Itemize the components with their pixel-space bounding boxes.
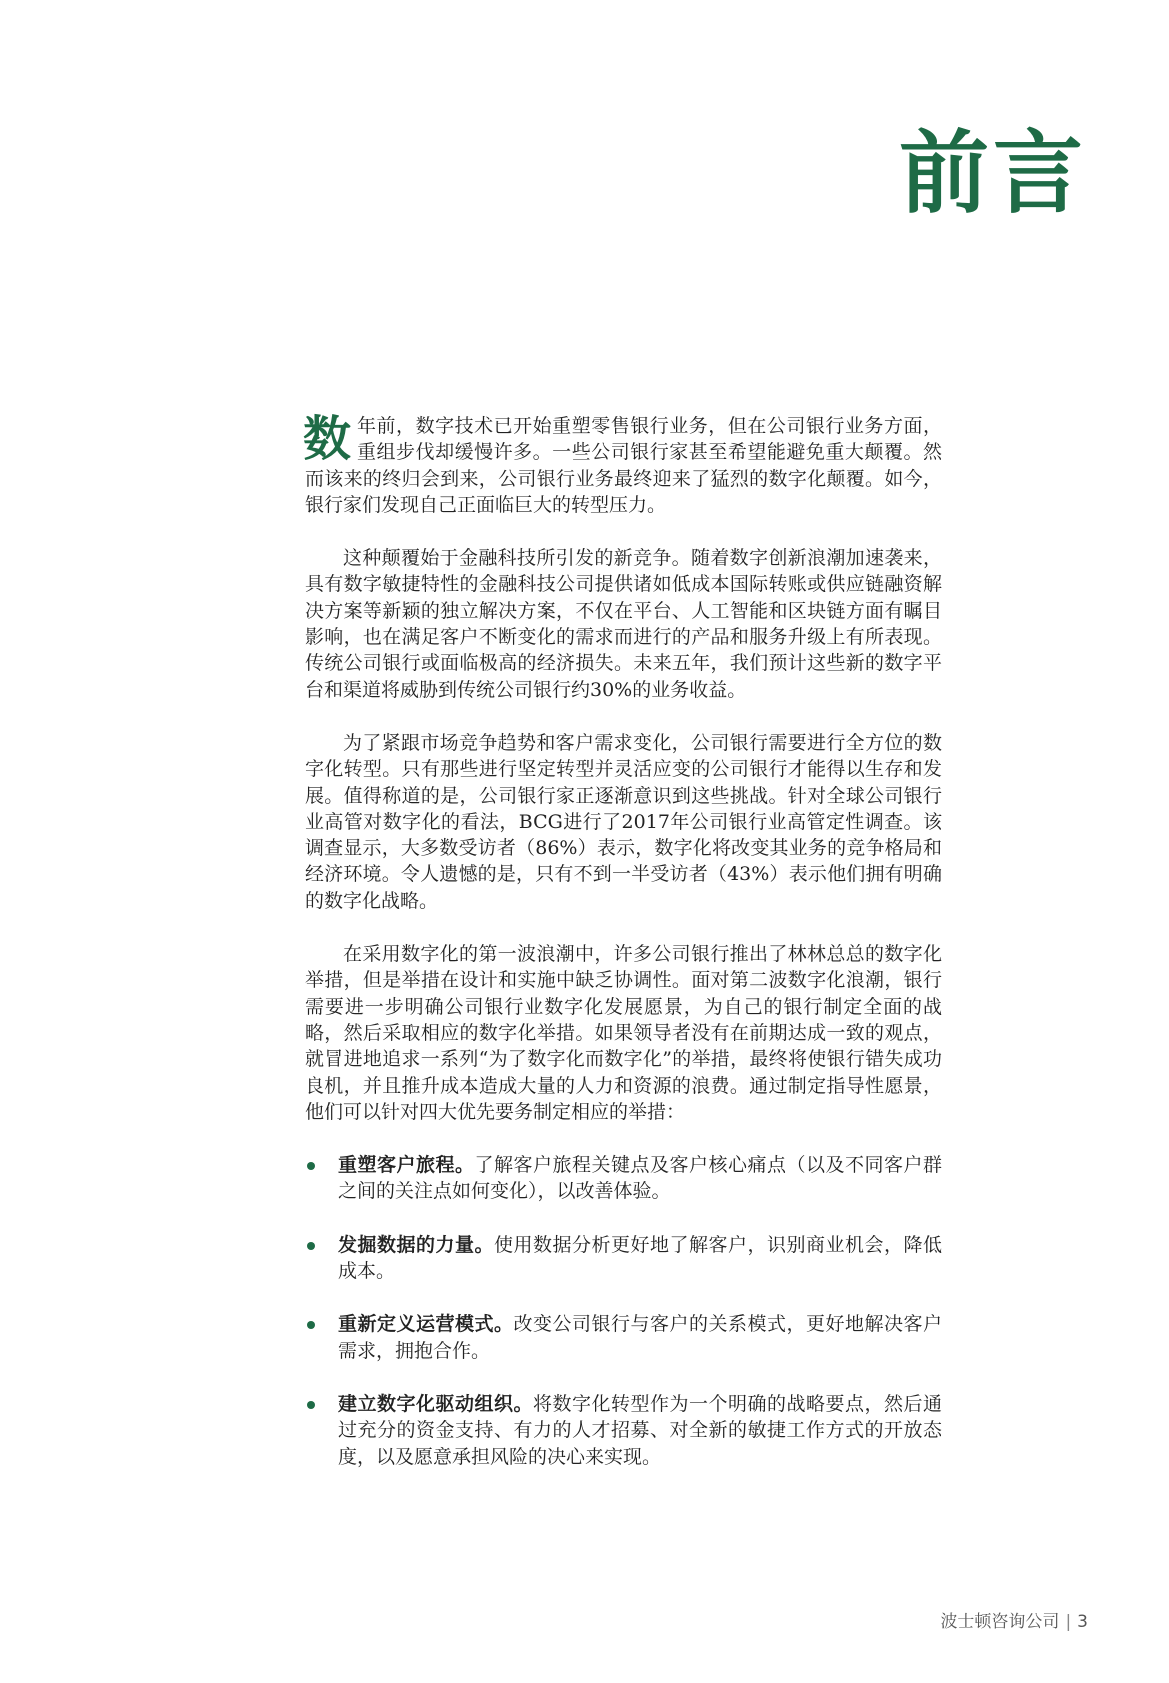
bullet-dot-icon [307, 1162, 315, 1170]
page-number: 3 [1077, 1612, 1088, 1632]
list-item [305, 1311, 942, 1364]
page-title: 前言 [899, 120, 1087, 226]
bullet-lead: 发掘数据的力量。 [338, 1233, 494, 1256]
bullet-lead: 重塑客户旅程。 [338, 1154, 475, 1177]
priority-list [305, 1152, 942, 1470]
list-item [305, 1391, 942, 1470]
bullet-text: 将数字化转型作为一个明确的战略要点，然后通过充分的资金支持、有力的人才招募、对全新的敏捷工作方式的开放态度，以及愿意承担风险的决心来实现。 [338, 1392, 942, 1468]
drop-cap: 数 [303, 411, 352, 467]
paragraph-2: 这种颠覆始于金融科技所引发的新竞争。随着数字创新浪潮加速袭来，具有数字敏捷特性的金融科技公司提供诸如低成本国际转账或供应链融资解决方案等新颖的独立解决方案，不仅在平台、人工智能和区块链方面有瞩目影响，也在满足客户不断变化的需求而进行的产品和服务升级上有所表现。传统公司银行或面临极高的经济损失。未来五年，我们预计这些新的数字平台和渠道将威胁到传统公司银行约30%的业务收益。 [305, 547, 942, 701]
list-item [305, 1152, 942, 1205]
list-item [305, 1232, 942, 1285]
footer-publisher: 波士顿咨询公司 [940, 1612, 1060, 1632]
body-text [305, 413, 942, 1497]
footer-separator: | [1065, 1612, 1072, 1632]
paragraph-1-text: 年前，数字技术已开始重塑零售银行业务，但在公司银行业务方面，重组步伐却缓慢许多。一些公司银行家甚至希望能避免重大颠覆。然而该来的终归会到来，公司银行业务最终迎来了猛烈的数字化颠覆。如今，银行家们发现自己正面临巨大的转型压力。 [305, 415, 942, 516]
bullet-text: 了解客户旅程关键点及客户核心痛点（以及不同客户群之间的关注点如何变化），以改善体验。 [338, 1154, 942, 1203]
paragraph-4: 在采用数字化的第一波浪潮中，许多公司银行推出了林林总总的数字化举措，但是举措在设计和实施中缺乏协调性。面对第二波数字化浪潮，银行需要进一步明确公司银行业数字化发展愿景，为自己的银行制定全面的战略，然后采取相应的数字化举措。如果领导者没有在前期达成一致的观点，就冒进地追求一系列“为了数字化而数字化”的举措，最终将使银行错失成功良机，并且推升成本造成大量的人力和资源的浪费。通过制定指导性愿景，他们可以针对四大优先要务制定相应的举措： [305, 943, 942, 1123]
page-footer [940, 1607, 1088, 1632]
bullet-lead: 建立数字化驱动组织。 [338, 1392, 533, 1415]
bullet-dot-icon [307, 1321, 315, 1329]
bullet-text: 改变公司银行与客户的关系模式，更好地解决客户需求，拥抱合作。 [338, 1313, 942, 1362]
bullet-lead: 重新定义运营模式。 [338, 1313, 514, 1336]
bullet-text: 使用数据分析更好地了解客户，识别商业机会，降低成本。 [338, 1233, 942, 1283]
bullet-dot-icon [307, 1242, 315, 1250]
paragraph-1 [305, 413, 942, 518]
paragraph-3: 为了紧跟市场竞争趋势和客户需求变化，公司银行需要进行全方位的数字化转型。只有那些进行坚定转型并灵活应变的公司银行才能得以生存和发展。值得称道的是，公司银行家正逐渐意识到这些挑战。针对全球公司银行业高管对数字化的看法，BCG进行了2017年公司银行业高管定性调查。该调查显示，大多数受访者（86%）表示，数字化将改变其业务的竞争格局和经济环境。令人遗憾的是，只有不到一半受访者（43%）表示他们拥有明确的数字化战略。 [305, 731, 942, 912]
bullet-dot-icon [307, 1401, 315, 1409]
